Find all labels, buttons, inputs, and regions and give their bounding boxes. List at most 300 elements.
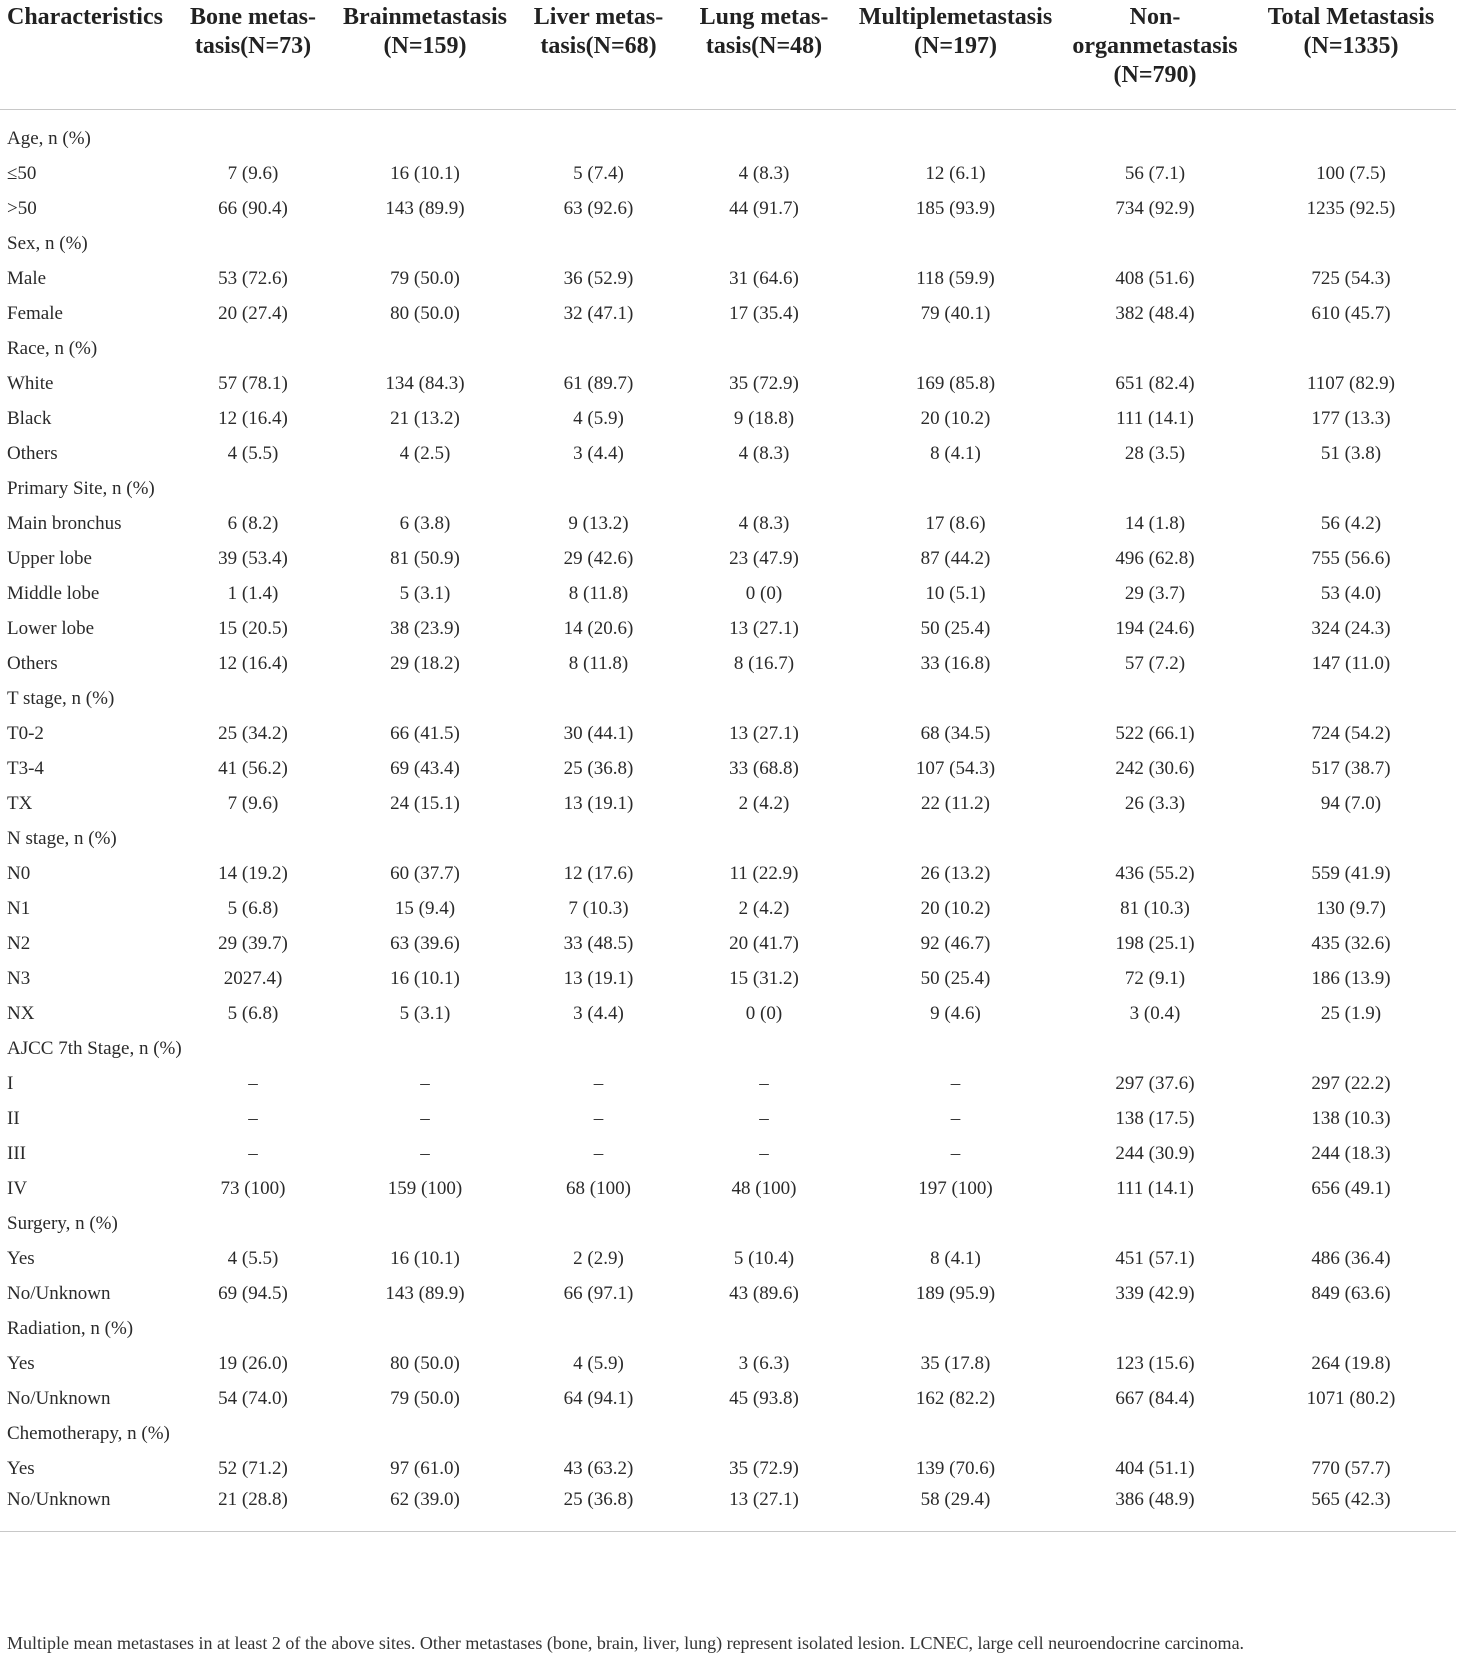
table-cell: 143 (89.9) (385, 1283, 465, 1304)
table-footnote: Multiple mean metastases in at least 2 of the above sites. Other metastases (bone, brain, liver, lung) represent isolated lesion. LCNEC, large cell neuroendocrine carcinoma. (7, 1633, 1245, 1653)
table-cell: 849 (63.6) (1311, 1283, 1391, 1304)
table-cell (516, 1207, 681, 1242)
table-cell: 10 (5.1) (925, 583, 986, 604)
table-cell (1246, 1207, 1456, 1242)
table-cell: 725 (54.3) (1311, 268, 1391, 289)
table-cell (334, 122, 516, 157)
table-cell: 436 (55.2) (1115, 863, 1195, 884)
row-label: >50 (7, 198, 37, 219)
table-cell: 0 (0) (745, 1003, 783, 1024)
table-cell (681, 682, 847, 717)
table-cell: 20 (10.2) (920, 408, 991, 429)
table-cell (681, 122, 847, 157)
table-cell: 12 (17.6) (563, 863, 634, 884)
table-cell: 522 (66.1) (1115, 723, 1195, 744)
row-label: I (7, 1073, 14, 1094)
table-cell: 29 (18.2) (390, 653, 460, 674)
table-cell: 39 (53.4) (218, 548, 288, 569)
table-row (0, 997, 1456, 1032)
table-cell: 29 (3.7) (1124, 583, 1186, 604)
table-cell: 69 (94.5) (218, 1283, 288, 1304)
row-label: Primary Site, n (%) (7, 478, 155, 499)
table-cell: 57 (7.2) (1124, 653, 1186, 674)
table-cell: 264 (19.8) (1311, 1353, 1391, 1374)
row-label: Yes (7, 1353, 35, 1374)
table-cell: 25 (36.8) (516, 1487, 681, 1532)
table-cell: 185 (93.9) (915, 198, 996, 219)
table-cell: 100 (7.5) (1316, 163, 1386, 184)
table-cell: – (248, 1073, 258, 1094)
table-cell: 382 (48.4) (1115, 303, 1195, 324)
table-row (0, 752, 1456, 787)
table-cell: 186 (13.9) (1311, 968, 1391, 989)
row-label: Black (7, 408, 52, 429)
table-cell (847, 1032, 1064, 1067)
table-cell (681, 472, 847, 507)
table-cell: 58 (29.4) (847, 1487, 1064, 1532)
table-cell: 15 (9.4) (394, 898, 456, 919)
table-cell: 51 (3.8) (1320, 443, 1382, 464)
table-row (0, 612, 1456, 647)
table-cell (681, 1207, 847, 1242)
table-cell (847, 1312, 1064, 1347)
row-label: Age, n (%) (7, 128, 91, 149)
table-cell: 189 (95.9) (915, 1283, 996, 1304)
table-cell: 169 (85.8) (915, 373, 996, 394)
table-row (0, 1242, 1456, 1277)
table-cell: 4 (5.5) (227, 443, 279, 464)
table-cell: 130 (9.7) (1316, 898, 1386, 919)
table-cell: 297 (37.6) (1115, 1073, 1195, 1094)
table-cell (1246, 227, 1456, 262)
table-cell (172, 1417, 334, 1452)
table-row (0, 822, 1456, 857)
table-row (0, 297, 1456, 332)
table-cell: 43 (63.2) (563, 1458, 634, 1479)
table-cell (172, 1312, 334, 1347)
table-cell (1064, 1417, 1246, 1452)
row-label: N1 (7, 898, 31, 919)
table-cell (1064, 1312, 1246, 1347)
table-cell: 197 (100) (918, 1178, 993, 1199)
table-cell (1064, 1207, 1246, 1242)
table-row (0, 927, 1456, 962)
table-cell: 770 (57.7) (1311, 1458, 1391, 1479)
table-cell: 13 (27.1) (729, 618, 799, 639)
table-cell: 5 (6.8) (227, 898, 279, 919)
table-cell: 31 (64.6) (729, 268, 799, 289)
table-cell (1064, 822, 1246, 857)
table-cell: 7 (9.6) (227, 163, 279, 184)
table-cell: 297 (22.2) (1311, 1073, 1391, 1094)
table-cell: 111 (14.1) (1116, 1178, 1194, 1199)
table-cell: 6 (3.8) (399, 513, 451, 534)
header-liver-metastasis: Liver metas-tasis(N=68) (516, 0, 681, 109)
table-cell: 62 (39.0) (334, 1487, 516, 1532)
table-cell: 159 (100) (387, 1178, 463, 1199)
table-row (0, 1032, 1456, 1067)
header-row (0, 0, 1456, 109)
table-cell: 20 (27.4) (218, 303, 288, 324)
table-cell: 60 (37.7) (390, 863, 460, 884)
table-cell: 386 (48.9) (1064, 1487, 1246, 1532)
row-label: Female (7, 303, 63, 324)
table-cell (681, 227, 847, 262)
table-row (0, 1417, 1456, 1452)
header-characteristics: Characteristics (0, 0, 172, 109)
table-cell: 56 (4.2) (1320, 513, 1382, 534)
table-row (0, 1172, 1456, 1207)
table-cell (334, 332, 516, 367)
table-cell: 52 (71.2) (218, 1458, 288, 1479)
table-cell: 79 (50.0) (390, 268, 460, 289)
table-row (0, 262, 1456, 297)
table-cell: 17 (35.4) (729, 303, 799, 324)
table-cell: 94 (7.0) (1320, 793, 1382, 814)
table-header (0, 0, 1456, 109)
header-lung-metastasis: Lung metas-tasis(N=48) (681, 0, 847, 109)
table-cell (334, 682, 516, 717)
table-cell: 80 (50.0) (390, 303, 460, 324)
table-cell: 3 (0.4) (1129, 1003, 1181, 1024)
table-cell: – (420, 1073, 430, 1094)
row-label: NX (7, 1003, 35, 1024)
table-cell (1064, 332, 1246, 367)
row-label: TX (7, 793, 33, 814)
table-cell: 32 (47.1) (563, 303, 634, 324)
table-cell: 12 (6.1) (925, 163, 986, 184)
table-cell: 66 (41.5) (390, 723, 460, 744)
row-label: Yes (7, 1458, 35, 1479)
table-cell: 25 (34.2) (218, 723, 288, 744)
table-cell: 4 (2.5) (399, 443, 451, 464)
table-cell: 79 (40.1) (920, 303, 991, 324)
table-cell: 12 (16.4) (218, 408, 288, 429)
table-cell: 13 (27.1) (729, 723, 799, 744)
table-cell: 61 (89.7) (563, 373, 634, 394)
row-label: T3-4 (7, 758, 44, 779)
table-cell (681, 1032, 847, 1067)
table-cell: 5 (3.1) (399, 583, 451, 604)
table-cell (681, 1417, 847, 1452)
table-cell: 81 (10.3) (1120, 898, 1190, 919)
table-cell: – (759, 1143, 769, 1164)
table-row (0, 542, 1456, 577)
table-cell: 123 (15.6) (1115, 1353, 1195, 1374)
table-cell: 64 (94.1) (563, 1388, 634, 1409)
header-bone-metastasis: Bone metas-tasis(N=73) (172, 0, 334, 109)
table-cell: 198 (25.1) (1115, 933, 1195, 954)
table-cell: 4 (8.3) (738, 443, 790, 464)
table-row (0, 1207, 1456, 1242)
table-cell: 755 (56.6) (1311, 548, 1391, 569)
table-cell (516, 822, 681, 857)
table-cell: 8 (16.7) (733, 653, 795, 674)
header-brain-metastasis: Brainmetastasis (N=159) (334, 0, 516, 109)
table-cell: 16 (10.1) (390, 163, 460, 184)
table-row (0, 1382, 1456, 1417)
table-cell: 2 (4.2) (738, 898, 790, 919)
table-cell: 5 (7.4) (573, 163, 624, 184)
table-cell: 5 (6.8) (227, 1003, 279, 1024)
table-cell: 24 (15.1) (390, 793, 460, 814)
table-cell: 16 (10.1) (390, 1248, 460, 1269)
table-cell (1064, 1032, 1246, 1067)
table-cell: 4 (5.5) (227, 1248, 279, 1269)
table-row (0, 1452, 1456, 1487)
table-cell: 35 (72.9) (729, 1458, 799, 1479)
table-row (0, 647, 1456, 682)
table-cell: 20 (41.7) (729, 933, 799, 954)
table-row (0, 787, 1456, 822)
table-cell (516, 682, 681, 717)
table-row (0, 1067, 1456, 1102)
table-cell (1246, 472, 1456, 507)
row-label: III (7, 1143, 26, 1164)
table-cell: 4 (5.9) (573, 1353, 624, 1374)
table-cell: 63 (39.6) (390, 933, 460, 954)
table-cell: – (593, 1073, 604, 1094)
table-row (0, 682, 1456, 717)
table-cell (172, 332, 334, 367)
row-label: No/Unknown (0, 1487, 172, 1532)
row-label: No/Unknown (7, 1388, 111, 1409)
table-cell: 656 (49.1) (1311, 1178, 1391, 1199)
table-cell (847, 1207, 1064, 1242)
table-cell: 6 (8.2) (227, 513, 279, 534)
table-cell: 8 (4.1) (930, 1248, 981, 1269)
row-label: Surgery, n (%) (7, 1213, 118, 1234)
row-label: Sex, n (%) (7, 233, 88, 254)
table-cell: 23 (47.9) (729, 548, 799, 569)
row-label: ≤50 (7, 163, 37, 184)
table-cell: 35 (17.8) (920, 1353, 991, 1374)
table-row (0, 892, 1456, 927)
table-cell (172, 227, 334, 262)
table-cell: 26 (13.2) (920, 863, 991, 884)
table-cell: 17 (8.6) (925, 513, 986, 534)
table-cell: 56 (7.1) (1124, 163, 1186, 184)
table-cell: 559 (41.9) (1311, 863, 1391, 884)
table-cell: 7 (9.6) (227, 793, 279, 814)
table-cell: – (593, 1108, 604, 1129)
table-cell: 22 (11.2) (921, 793, 990, 814)
table-row (0, 367, 1456, 402)
table-cell: 565 (42.3) (1246, 1487, 1456, 1532)
table-cell (172, 822, 334, 857)
row-label: Others (7, 653, 58, 674)
table-cell: 63 (92.6) (563, 198, 634, 219)
table-cell (516, 1417, 681, 1452)
table-cell: – (248, 1143, 258, 1164)
table-cell: 33 (68.8) (729, 758, 799, 779)
table-cell (847, 682, 1064, 717)
table-cell: 16 (10.1) (390, 968, 460, 989)
table-cell: 2 (2.9) (573, 1248, 624, 1269)
table-cell: 87 (44.2) (920, 548, 991, 569)
table-cell (847, 227, 1064, 262)
table-row (0, 1277, 1456, 1312)
table-cell: 143 (89.9) (385, 198, 465, 219)
table-cell: 68 (100) (566, 1178, 631, 1199)
table-cell: 15 (31.2) (729, 968, 799, 989)
table-cell: 38 (23.9) (390, 618, 460, 639)
table-cell: 324 (24.3) (1311, 618, 1391, 639)
table-cell: 41 (56.2) (218, 758, 288, 779)
table-cell: 20 (10.2) (920, 898, 991, 919)
table-cell: 26 (3.3) (1124, 793, 1186, 814)
row-label: Chemotherapy, n (%) (7, 1423, 170, 1444)
table-cell: 48 (100) (731, 1178, 797, 1199)
table-cell: 12 (16.4) (218, 653, 288, 674)
table-cell (516, 122, 681, 157)
table-cell: 21 (28.8) (172, 1487, 334, 1532)
table-cell: 451 (57.1) (1115, 1248, 1195, 1269)
table-cell: 50 (25.4) (920, 968, 991, 989)
table-cell: 13 (19.1) (563, 968, 634, 989)
table-cell: 50 (25.4) (920, 618, 991, 639)
table-cell: – (950, 1108, 961, 1129)
table-cell: 724 (54.2) (1311, 723, 1391, 744)
table-cell (334, 1417, 516, 1452)
table-row (0, 1347, 1456, 1382)
table-row (0, 227, 1456, 262)
table-cell (172, 1207, 334, 1242)
row-label: N stage, n (%) (7, 828, 117, 849)
table-cell: 339 (42.9) (1115, 1283, 1195, 1304)
table-cell: 13 (27.1) (681, 1487, 847, 1532)
table-cell: 36 (52.9) (563, 268, 634, 289)
table-row (0, 1487, 1456, 1532)
table-cell: 3 (6.3) (738, 1353, 790, 1374)
row-label: Race, n (%) (7, 338, 98, 359)
table-cell (334, 227, 516, 262)
table-cell: 5 (10.4) (733, 1248, 795, 1269)
table-cell: 496 (62.8) (1115, 548, 1195, 569)
table-row (0, 962, 1456, 997)
table-cell: 45 (93.8) (729, 1388, 799, 1409)
row-label: Radiation, n (%) (7, 1318, 134, 1339)
table-cell: 7 (10.3) (568, 898, 629, 919)
table-cell (516, 472, 681, 507)
table-cell: – (593, 1143, 604, 1164)
table-cell: 79 (50.0) (390, 1388, 460, 1409)
table-cell: – (950, 1073, 961, 1094)
table-cell: 242 (30.6) (1115, 758, 1195, 779)
table-row (0, 1312, 1456, 1347)
table-cell: 435 (32.6) (1311, 933, 1391, 954)
table-row (0, 192, 1456, 227)
table-cell (1246, 332, 1456, 367)
table-row (0, 122, 1456, 157)
row-label: White (7, 373, 54, 394)
table-cell: 138 (10.3) (1311, 1108, 1391, 1129)
table-cell: 30 (44.1) (563, 723, 634, 744)
table-cell: 33 (48.5) (563, 933, 634, 954)
table-row (0, 507, 1456, 542)
table-row (0, 472, 1456, 507)
table-cell: – (248, 1108, 258, 1129)
header-multiple-metastasis: Multiplemetastasis (N=197) (847, 0, 1064, 109)
table-cell: 0 (0) (745, 583, 783, 604)
table-cell: 486 (36.4) (1311, 1248, 1391, 1269)
row-label: Male (7, 268, 47, 289)
row-label: Middle lobe (7, 583, 100, 604)
table-cell: 1107 (82.9) (1307, 373, 1395, 394)
table-cell: 138 (17.5) (1115, 1108, 1195, 1129)
table-row (0, 1102, 1456, 1137)
table-cell: 8 (4.1) (930, 443, 981, 464)
table-cell (516, 227, 681, 262)
table-row (0, 402, 1456, 437)
row-label: Others (7, 443, 58, 464)
table-cell (172, 682, 334, 717)
table-cell: 69 (43.4) (390, 758, 460, 779)
table-cell: – (950, 1143, 961, 1164)
table-cell: 408 (51.6) (1115, 268, 1195, 289)
table-cell: 8 (11.8) (568, 583, 629, 604)
table-cell: 3 (4.4) (573, 1003, 624, 1024)
table-cell (334, 1207, 516, 1242)
table-cell (172, 122, 334, 157)
table-cell (1246, 1417, 1456, 1452)
table-cell: 610 (45.7) (1311, 303, 1391, 324)
table-cell: 8 (11.8) (568, 653, 629, 674)
table-cell: 147 (11.0) (1311, 653, 1391, 674)
table-cell: 177 (13.3) (1311, 408, 1391, 429)
table-cell: 194 (24.6) (1115, 618, 1195, 639)
table-cell: – (759, 1108, 769, 1129)
table-cell: 15 (20.5) (218, 618, 288, 639)
table-cell: 73 (100) (220, 1178, 286, 1199)
table-cell: 651 (82.4) (1115, 373, 1195, 394)
table-cell: 1 (1.4) (227, 583, 279, 604)
table-cell (1064, 122, 1246, 157)
table-cell (334, 822, 516, 857)
table-row (0, 717, 1456, 752)
table-cell: 134 (84.3) (385, 373, 465, 394)
table-cell: 72 (9.1) (1124, 968, 1186, 989)
table-cell (516, 1312, 681, 1347)
table-cell: 13 (19.1) (563, 793, 634, 814)
table-cell (1064, 682, 1246, 717)
table-cell: – (420, 1143, 430, 1164)
table-cell: 68 (34.5) (920, 723, 991, 744)
table-cell (1064, 472, 1246, 507)
table-cell: 5 (3.1) (399, 1003, 451, 1024)
table-cell: 162 (82.2) (915, 1388, 996, 1409)
table-cell (847, 822, 1064, 857)
table-cell (681, 822, 847, 857)
table-cell: 4 (8.3) (738, 163, 790, 184)
table-cell: 19 (26.0) (218, 1353, 288, 1374)
row-label: Upper lobe (7, 548, 92, 569)
table-cell: 57 (78.1) (218, 373, 288, 394)
table-cell: 54 (74.0) (218, 1388, 288, 1409)
table-cell (847, 472, 1064, 507)
table-cell: 9 (4.6) (930, 1003, 981, 1024)
table-row (0, 437, 1456, 472)
table-cell: 9 (18.8) (733, 408, 795, 429)
table-cell: 97 (61.0) (390, 1458, 460, 1479)
table-cell (847, 1417, 1064, 1452)
row-label: IV (7, 1178, 28, 1199)
table-cell: 9 (13.2) (568, 513, 629, 534)
table-body (0, 109, 1456, 1531)
table-cell: 404 (51.1) (1115, 1458, 1195, 1479)
table-cell: 80 (50.0) (390, 1353, 460, 1374)
table-cell: 25 (1.9) (1320, 1003, 1382, 1024)
